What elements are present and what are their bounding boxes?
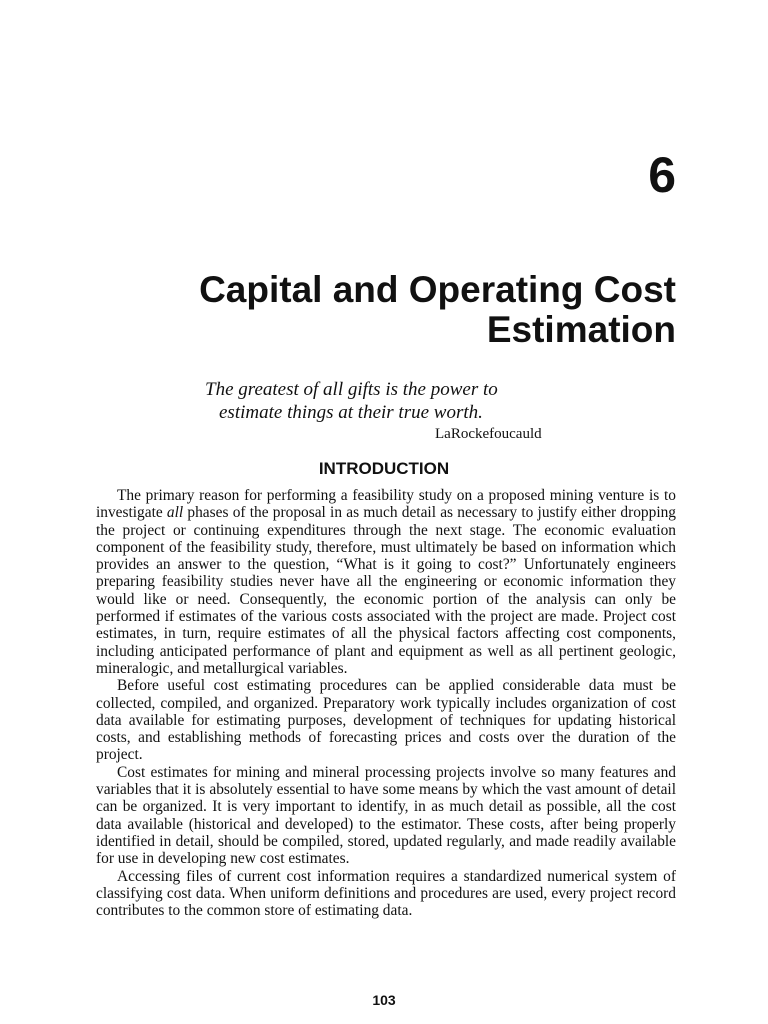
paragraph-4: Accessing files of current cost information requires a standardized numerical system of classifying cost data. When uniform definitions and procedures are used, every project record contributes to the common store of estimating data. <box>96 867 676 920</box>
paragraph-2: Before useful cost estimating procedures can be applied considerable data must be collected, compiled, and organized. Preparatory work typically includes organization of cost data available for estimating purposes, development of techniques for updating historical costs, and establishing methods of forecasting prices and costs over the duration of the project. <box>96 677 676 764</box>
body-text <box>96 487 676 919</box>
emphasis-word: all <box>166 504 184 522</box>
paragraph-1-start: The primary reason for performing a feasibility study on a proposed mining venture is to investigate <box>96 487 676 522</box>
section-heading: INTRODUCTION <box>318 459 450 478</box>
paragraph-3: Cost estimates for mining and mineral processing projects involve so many features and variables that it is absolutely essential to have some means by which the vast amount of detail can be organized. It is very important to identify, in as much detail as possible, all the cost data available (historical and developed) to the estimator. These costs, after being properly identified in detail, should be compiled, stored, updated regularly, and made readily available for use in developing new cost estimates. <box>96 763 676 868</box>
epigraph-line-1: The greatest of all gifts is the power to <box>205 379 498 400</box>
page-number: 103 <box>372 992 396 1008</box>
chapter-number: 6 <box>648 147 676 203</box>
epigraph-author: LaRockefoucauld <box>435 426 542 442</box>
epigraph-quote <box>205 378 605 424</box>
paragraph-1 <box>96 487 676 677</box>
chapter-title <box>76 270 676 350</box>
chapter-title-line-1: Capital and Operating Cost <box>199 269 676 310</box>
epigraph-line-2: estimate things at their true worth. <box>219 402 483 423</box>
chapter-title-line-2: Estimation <box>486 309 676 350</box>
paragraph-1-rest: phases of the proposal in as much detail as necessary to justify either dropping the project or continuing expenditures through the next stage. The economic evaluation component of the feasibility study, therefore, must ultimately be based on information which provides an answer to the question, “What is it going to cost?” Unfortunately engineers preparing feasibility studies never have all the engineering or economic information they would like or need. Consequently, the economic portion of the analysis can only be performed if estimates of the various costs associated with the project are made. Project cost estimates, in turn, require estimates of all the physical factors affecting cost components, including anticipated performance of plant and equipment as well as all pertinent geologic, mineralogic, and metallurgical variables. <box>96 504 676 677</box>
